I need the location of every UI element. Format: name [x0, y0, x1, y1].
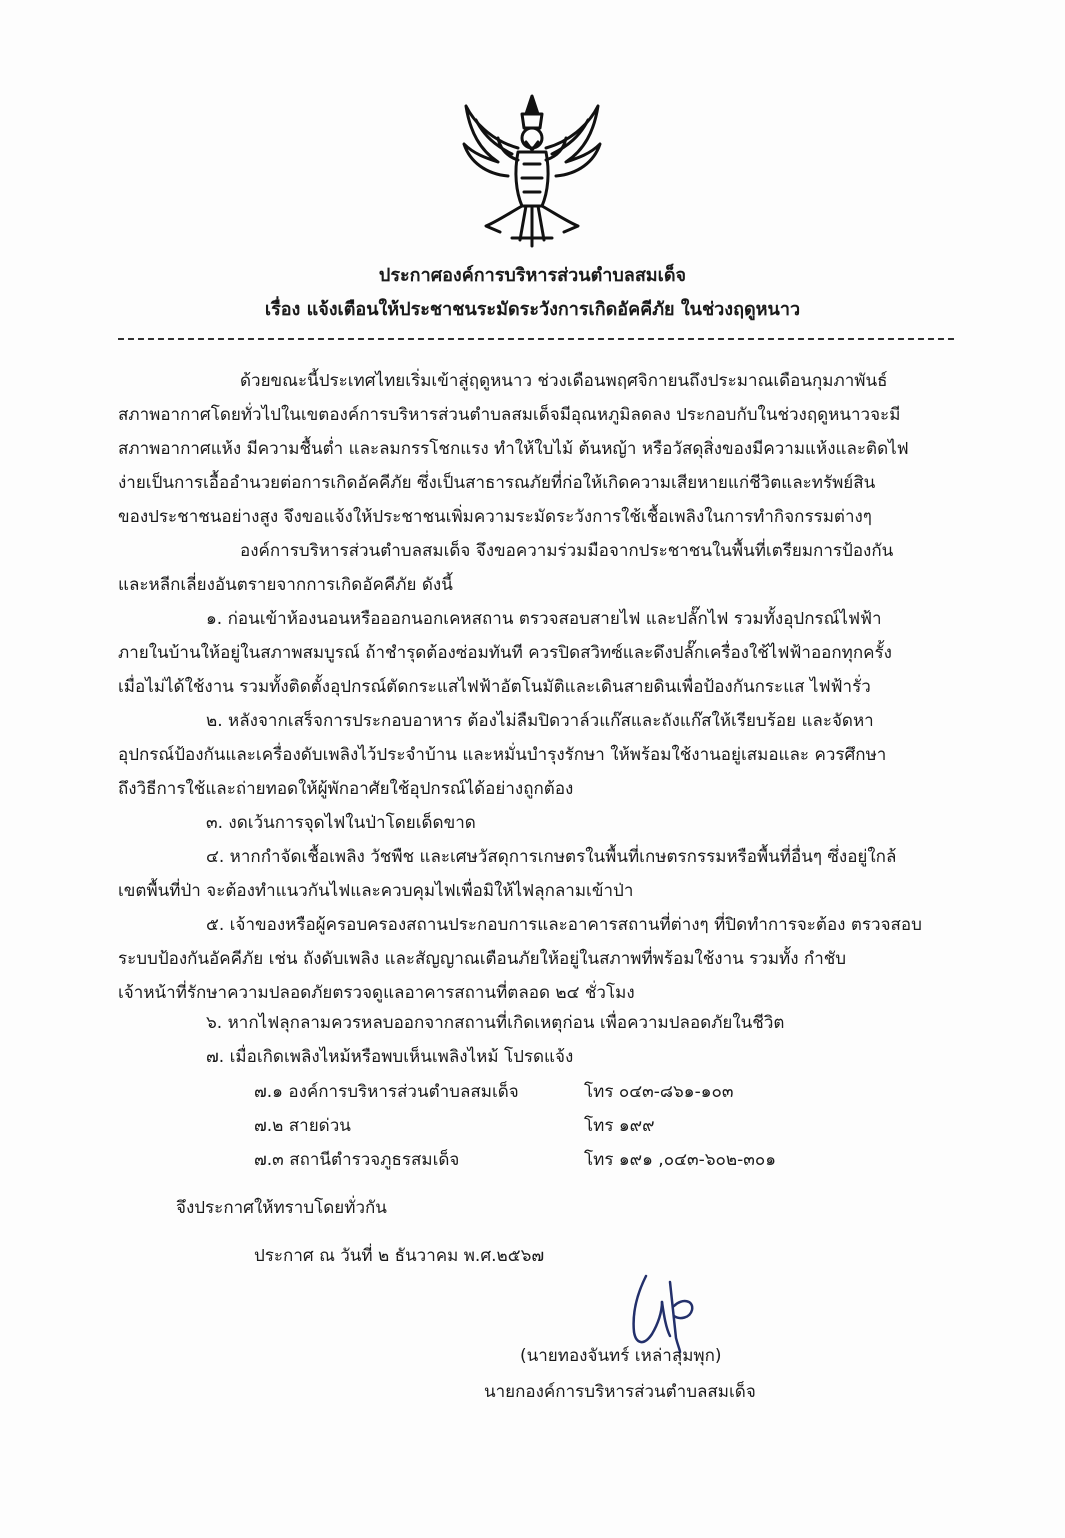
request-line: และหลีกเลี่ยงอันตรายจากการเกิดอัคคีภัย ดังนี้: [118, 575, 453, 595]
contact-name: ๗.๒ สายด่วน: [254, 1116, 351, 1136]
request-line: องค์การบริหารส่วนตำบลสมเด็จ จึงขอความร่วมมือจากประชาชนในพื้นที่เตรียมการป้องกัน: [240, 541, 894, 561]
item-line: ภายในบ้านให้อยู่ในสภาพสมบูรณ์ ถ้าชำรุดต้องซ่อมทันที ควรปิดสวิทซ์และดึงปลั๊กเครื่องใช้ไฟฟ้าออกทุกครั้ง: [118, 643, 892, 663]
contact-row: [254, 1112, 814, 1142]
item-line: ๗. เมื่อเกิดเพลิงไหม้หรือพบเห็นเพลิงไหม้ โปรดแจ้ง: [206, 1047, 574, 1067]
announcement-subject: เรื่อง แจ้งเตือนให้ประชาชนระมัดระวังการเกิดอัคคีภัย ในช่วงฤดูหนาว: [264, 299, 801, 320]
item-3: [118, 806, 954, 840]
item-4: [118, 840, 954, 908]
announcement-title: ประกาศองค์การบริหารส่วนตำบลสมเด็จ: [378, 265, 687, 286]
item-line: ๕. เจ้าของหรือผู้ครอบครองสถานประกอบการและอาคารสถานที่ต่างๆ ที่ปิดทำการจะต้อง ตรวจสอบ: [206, 915, 922, 935]
signatory-position: นายกองค์การบริหารส่วนตำบลสมเด็จ: [484, 1382, 756, 1402]
closing-notice: จึงประกาศให้ทราบโดยทั่วกัน: [176, 1198, 387, 1218]
item-line: ๖. หากไฟลุกลามควรหลบออกจากสถานที่เกิดเหตุก่อน เพื่อความปลอดภัยในชีวิต: [206, 1013, 785, 1033]
item-line: ๑. ก่อนเข้าห้องนอนหรือออกนอกเคหสถาน ตรวจสอบสายไฟ และปลั๊กไฟ รวมทั้งอุปกรณ์ไฟฟ้า: [206, 609, 882, 629]
item-line: เมื่อไม่ได้ใช้งาน รวมทั้งติดตั้งอุปกรณ์ตัดกระแสไฟฟ้าอัตโนมัติและเดินสายดินเพื่อป้องกันกระแส ไฟฟ้ารั่ว: [118, 677, 871, 697]
item-line: ๔. หากกำจัดเชื้อเพลิง วัชพืช และเศษวัสดุการเกษตรในพื้นที่เกษตรกรรมหรือพื้นที่อื่นๆ ซึ่งอยู่ใกล้: [206, 847, 897, 867]
item-line: เจ้าหน้าที่รักษาความปลอดภัยตรวจดูแลอาคารสถานที่ตลอด ๒๔ ชั่วโมง: [118, 983, 635, 1003]
announcement-date: ประกาศ ณ วันที่ ๒ ธันวาคม พ.ศ.๒๕๖๗: [254, 1246, 545, 1266]
contact-phone: โทร ๑๙๑ ,๐๔๓-๖๐๒-๓๐๑: [584, 1150, 777, 1170]
contact-phone: โทร ๑๙๙: [584, 1116, 655, 1136]
contact-name: ๗.๓ สถานีตำรวจภูธรสมเด็จ: [254, 1150, 460, 1170]
item-6: [118, 1006, 954, 1040]
intro-line: ของประชาชนอย่างสูง จึงขอแจ้งให้ประชาชนเพิ่มความระมัดระวังการใช้เชื้อเพลิงในการทำกิจกรรมต่างๆ: [118, 507, 872, 527]
intro-line: สภาพอากาศโดยทั่วไปในเขตองค์การบริหารส่วนตำบลสมเด็จมีอุณหภูมิลดลง ประกอบกับในช่วงฤดูหนาวจะมี: [118, 405, 901, 425]
intro-line: สภาพอากาศแห้ง มีความชื้นต่ำ และลมกรรโชกแรง ทำให้ใบไม้ ต้นหญ้า หรือวัสดุสิ่งของมีความแห้งและติดไฟ: [118, 439, 909, 459]
item-line: เขตพื้นที่ป่า จะต้องทำแนวกันไฟและควบคุมไฟเพื่อมิให้ไฟลุกลามเข้าป่า: [118, 881, 634, 901]
contact-row: [254, 1146, 814, 1176]
item-2: [118, 704, 954, 806]
item-line: ๒. หลังจากเสร็จการประกอบอาหาร ต้องไม่ลืมปิดวาล์วแก๊สและถังแก๊สให้เรียบร้อย และจัดหา: [206, 711, 874, 731]
intro-line: ด้วยขณะนี้ประเทศไทยเริ่มเข้าสู่ฤดูหนาว ช่วงเดือนพฤศจิกายนถึงประมาณเดือนกุมภาพันธ์: [240, 371, 888, 391]
item-line: ระบบป้องกันอัคคีภัย เช่น ถังดับเพลิง และสัญญาณเตือนภัยให้อยู่ในสภาพที่พร้อมใช้งาน รวมทั้ง กำชับ: [118, 949, 847, 969]
intro-paragraph: [118, 364, 954, 534]
item-7: [118, 1040, 954, 1074]
item-1: [118, 602, 954, 704]
contact-row: [254, 1078, 814, 1108]
request-paragraph: [118, 534, 954, 602]
item-5: [118, 908, 954, 1010]
garuda-emblem-icon: [456, 92, 608, 250]
item-line: ถึงวิธีการใช้และถ่ายทอดให้ผู้พักอาศัยใช้อุปกรณ์ได้อย่างถูกต้อง: [118, 779, 574, 799]
signatory-name: (นายทองจันทร์ เหล่าลุมพุก): [520, 1346, 722, 1366]
item-line: อุปกรณ์ป้องกันและเครื่องดับเพลิงไว้ประจำบ้าน และหมั่นบำรุงรักษา ให้พร้อมใช้งานอยู่เสมอและ ควรศึกษา: [118, 745, 887, 765]
contact-phone: โทร ๐๔๓-๘๖๑-๑๐๓: [584, 1082, 734, 1102]
separator-line: [118, 338, 954, 340]
intro-line: ง่ายเป็นการเอื้ออำนวยต่อการเกิดอัคคีภัย ซึ่งเป็นสาธารณภัยที่ก่อให้เกิดความเสียหายแก่ชีวิตและทรัพย์สิน: [118, 473, 876, 493]
item-line: ๓. งดเว้นการจุดไฟในป่าโดยเด็ดขาด: [206, 813, 476, 833]
contact-name: ๗.๑ องค์การบริหารส่วนตำบลสมเด็จ: [254, 1082, 519, 1102]
